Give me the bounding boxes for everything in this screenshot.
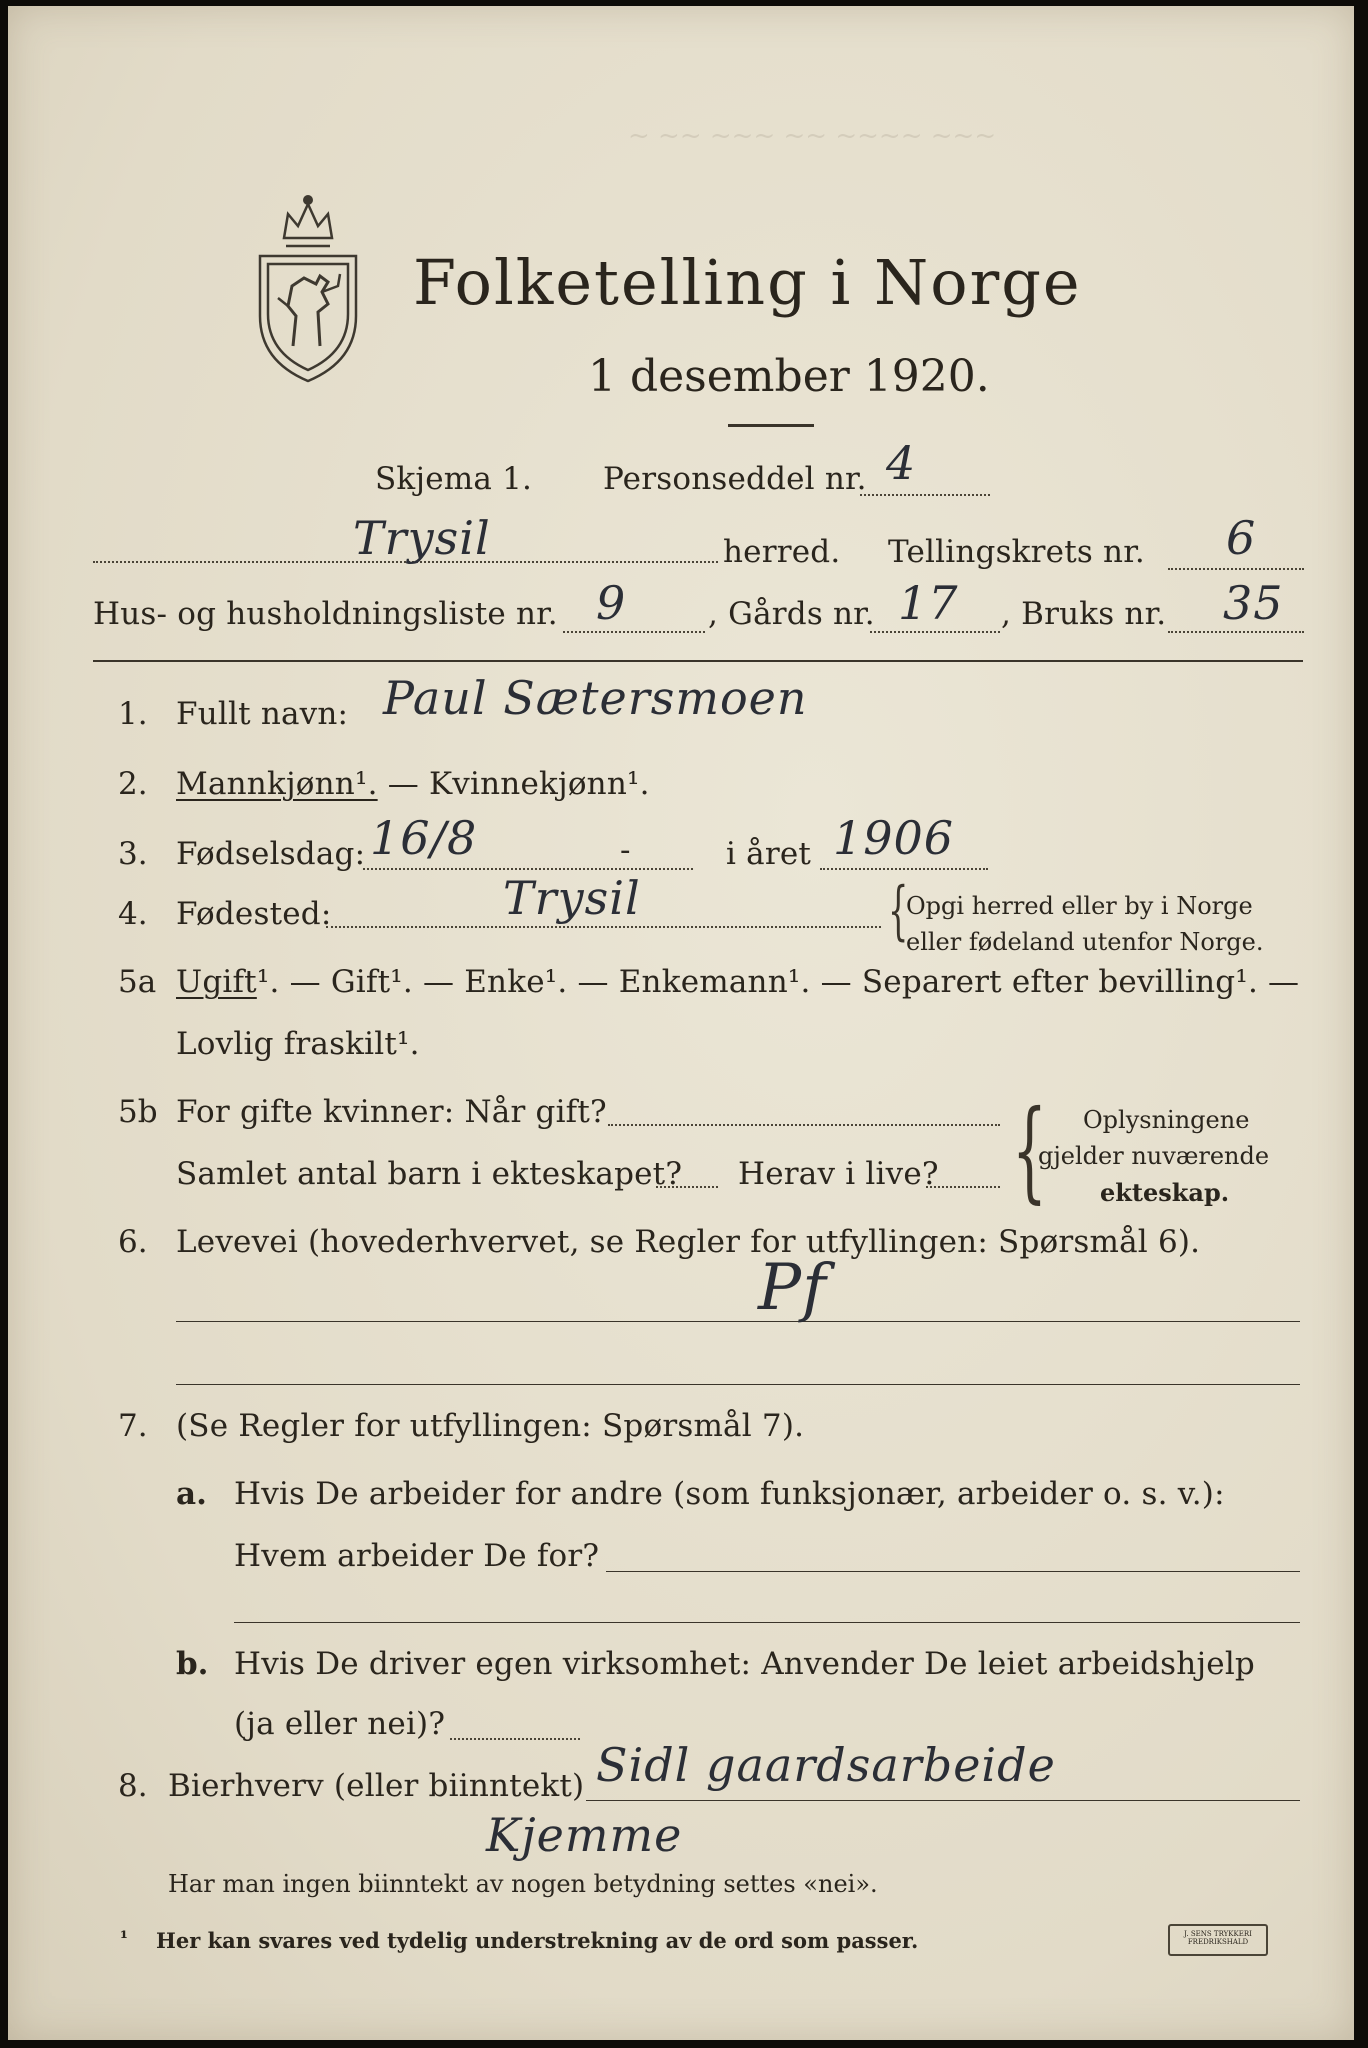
- q3-number: 3.: [118, 836, 148, 872]
- q1-number: 1.: [118, 696, 148, 732]
- q7-heading: (Se Regler for utfyllingen: Spørsmål 7).: [176, 1408, 805, 1444]
- occupation-line-2[interactable]: [176, 1384, 1300, 1385]
- civil-status-options[interactable]: ¹. — Gift¹. — Enke¹. — Enkemann¹. — Separert efter bevilling¹. —: [256, 964, 1300, 1000]
- birthplace-value: Trysil: [503, 871, 641, 925]
- printer-stamp: [1168, 1924, 1268, 1956]
- printer-stamp-line2: FREDRIKSHALD: [1187, 1938, 1249, 1946]
- children-alive-label: Herav i live?: [738, 1156, 939, 1192]
- children-count-field[interactable]: [656, 1186, 718, 1188]
- gender-separator: —: [377, 766, 429, 802]
- side-income-field[interactable]: [586, 1800, 1300, 1801]
- birthdate-label: Fødselsdag:: [176, 836, 366, 872]
- side-income-value-line2: Kjemme: [486, 1808, 683, 1862]
- household-list-field[interactable]: [563, 631, 705, 633]
- birth-year-value: 1906: [833, 811, 955, 865]
- occupation-value: Pf: [758, 1251, 827, 1325]
- married-when-label: For gifte kvinner: Når gift?: [176, 1094, 607, 1130]
- side-income-value-line1: Sidl gaardsarbeide: [596, 1738, 1056, 1792]
- birthplace-note-line1: Opgi herred eller by i Norge: [906, 892, 1253, 920]
- occupation-label: Levevei (hovederhvervet, se Regler for utfyllingen: Spørsmål 6).: [176, 1224, 1201, 1260]
- employer-field-2[interactable]: [234, 1622, 1300, 1623]
- marriage-note-brace: {: [1012, 1086, 1047, 1214]
- unmarried-option[interactable]: Ugift: [176, 964, 257, 1000]
- hired-help-label: (ja eller nei)?: [234, 1706, 446, 1742]
- printer-stamp-line1: J. SENS TRYKKERI: [1184, 1930, 1252, 1938]
- full-name-label: Fullt navn:: [176, 696, 349, 732]
- birthplace-field[interactable]: [326, 926, 881, 928]
- q8-number: 8.: [118, 1768, 148, 1804]
- coat-of-arms-icon: [248, 186, 368, 386]
- q7b-letter: b.: [176, 1646, 209, 1682]
- footnote-mark: ¹: [120, 1928, 128, 1949]
- q4-number: 4.: [118, 896, 148, 932]
- employer-label: Hvem arbeider De for?: [234, 1538, 600, 1574]
- male-option[interactable]: Mannkjønn¹.: [176, 766, 378, 802]
- herred-value: Trysil: [353, 511, 491, 565]
- q7b-question: Hvis De driver egen virksomhet: Anvender De leiet arbeidshjelp: [234, 1646, 1255, 1682]
- gards-field[interactable]: [870, 631, 1000, 633]
- bruks-value: 35: [1223, 576, 1284, 630]
- birthdate-dash: -: [620, 832, 631, 868]
- marriage-note-line2: gjelder nuværende: [1038, 1142, 1270, 1170]
- marriage-note-line3: ekteskap.: [1100, 1178, 1230, 1207]
- q5a-number: 5a: [118, 964, 157, 1000]
- q5b-number: 5b: [118, 1094, 158, 1130]
- person-number-value: 4: [886, 436, 917, 490]
- q7-number: 7.: [118, 1408, 148, 1444]
- married-when-field[interactable]: [608, 1124, 1000, 1126]
- hired-help-field[interactable]: [450, 1738, 580, 1740]
- bruks-field[interactable]: [1168, 631, 1304, 633]
- herred-label: herred.: [723, 534, 841, 570]
- side-income-note: Har man ingen biinntekt av nogen betydning settes «nei».: [168, 1870, 878, 1898]
- title-divider: [728, 424, 814, 427]
- birth-year-field[interactable]: [820, 868, 988, 870]
- occupation-line-1[interactable]: [176, 1321, 1300, 1322]
- marriage-note-line1: Oplysningene: [1083, 1106, 1250, 1134]
- gards-label: , Gårds nr.: [708, 596, 875, 632]
- q6-number: 6.: [118, 1224, 148, 1260]
- gards-value: 17: [898, 576, 959, 630]
- tellingskrets-field[interactable]: [1168, 568, 1304, 570]
- footnote-text: Her kan svares ved tydelig understrekning av de ord som passer.: [156, 1928, 919, 1953]
- person-number-label: Personseddel nr.: [603, 461, 867, 497]
- birthplace-note-line2: eller fødeland utenfor Norge.: [906, 928, 1264, 956]
- person-number-field[interactable]: [860, 494, 990, 496]
- census-form-page: [8, 6, 1354, 2040]
- q2-number: 2.: [118, 766, 148, 802]
- q7a-letter: a.: [176, 1476, 207, 1512]
- header-separator: [93, 660, 1303, 662]
- female-option[interactable]: Kvinnekjønn¹.: [428, 766, 650, 802]
- employer-field[interactable]: [606, 1571, 1300, 1572]
- divorced-option[interactable]: Lovlig fraskilt¹.: [176, 1026, 420, 1062]
- full-name-value: Paul Sætersmoen: [383, 671, 808, 725]
- bleed-through-text: ~ ~~ ~~~ ~~ ~~~~ ~~~: [628, 121, 997, 151]
- tellingskrets-value: 6: [1226, 511, 1257, 565]
- birthdate-field[interactable]: [363, 868, 693, 870]
- children-alive-field[interactable]: [926, 1186, 1000, 1188]
- side-income-label: Bierhverv (eller biinntekt): [168, 1768, 585, 1804]
- birthplace-label: Fødested:: [176, 896, 332, 932]
- birth-year-label: i året: [726, 836, 812, 872]
- children-count-label: Samlet antal barn i ekteskapet?: [176, 1156, 683, 1192]
- schema-label: Skjema 1.: [375, 461, 533, 497]
- household-list-value: 9: [596, 576, 627, 630]
- tellingskrets-label: Tellingskrets nr.: [888, 534, 1145, 570]
- birthdate-value: 16/8: [370, 811, 478, 865]
- bruks-label: , Bruks nr.: [1001, 596, 1167, 632]
- census-date: 1 desember 1920.: [588, 351, 990, 402]
- form-title: Folketelling i Norge: [413, 246, 1082, 319]
- household-list-label: Hus- og husholdningsliste nr.: [93, 596, 558, 632]
- birthplace-note-brace: {: [888, 874, 909, 948]
- q7a-question: Hvis De arbeider for andre (som funksjonær, arbeider o. s. v.):: [234, 1476, 1225, 1512]
